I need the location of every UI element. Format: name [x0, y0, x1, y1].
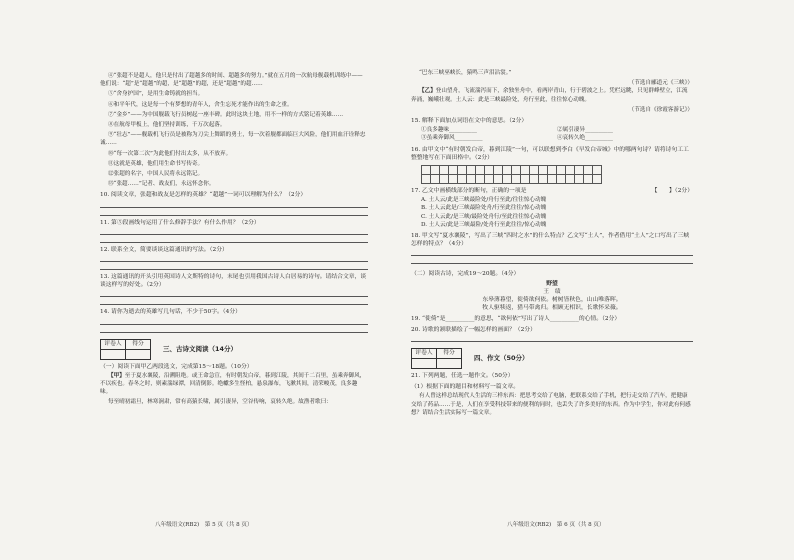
grid-cell[interactable] [476, 166, 485, 175]
passage-paragraph: ⑨“壮志”——舰载机飞行员是被称为刀尖上舞蹈的勇士，每一次着舰都面临巨大风险，他们用血汗诠释忠诚…… [100, 132, 366, 147]
score-box [411, 348, 462, 369]
answer-line[interactable] [100, 269, 368, 270]
grid-cell[interactable] [575, 175, 584, 184]
passage-paragraph: ⑫张超的名字，中国人民将永远铭记。 [108, 171, 204, 178]
grid-cell[interactable] [593, 166, 602, 175]
score-cell[interactable] [437, 359, 462, 369]
grid-cell[interactable] [440, 166, 449, 175]
passage-jia-text: 至于夏水襄陵，沿溯阻绝。或王命急宣，有时朝发白帝，暮到江陵，其间千二百里，虽乘奔御风，不以疾也。春冬之时，则素湍绿潭，回清倒影。绝巘多生怪柏，悬泉瀑布，飞漱其间，清荣峻茂，良多趣味。 [100, 372, 366, 396]
grid-cell[interactable] [431, 166, 440, 175]
grader-cell[interactable] [412, 359, 437, 369]
answer-line[interactable] [100, 207, 368, 208]
subsection-2-instruction: （二）阅读古诗，完成19～20题。（4分） [411, 271, 520, 278]
grid-cell[interactable] [458, 166, 467, 175]
passage-jia-continued: 每至晴初霜旦，林寒涧肃，常有高猿长啸，属引凄异，空谷传响，哀转久绝。故渔者歌曰： [108, 399, 332, 406]
grid-cell[interactable] [440, 175, 449, 184]
answer-line[interactable] [100, 234, 368, 235]
answer-line[interactable] [100, 242, 368, 243]
q15-item[interactable]: ①良多趣味__________ [421, 127, 477, 134]
page-footer: 八年级语文(RB2) 第 6 页（共 8 页） [507, 522, 605, 528]
question-21-sub: （1）根据下面的题目和材料写一篇文章。 [411, 384, 520, 391]
grid-cell[interactable] [539, 175, 548, 184]
grid-cell[interactable] [557, 175, 566, 184]
passage-paragraph: ④“张超不是超人，他只是付出了超越多的时间、超越多的努力。”就在五月的一次航母舰载机训练中——他们说：“超”是“超越”的超，是“超越”的超，还是“超越”的超…… [100, 73, 363, 88]
passage-paragraph: ⑦“金乡”——为中国舰载飞行员树起一座丰碑。此时这块土地，用不一样的方式铭记着英雄…… [108, 111, 344, 118]
passage-yi-text: 登山望舟，飞流湍泻而下，余独坐舟中，看两岸青山，行于碧波之上。凭栏远眺，只见群峰壁立，江流奔涌，巍峨壮观。土人云：此是三峡最险处，舟行至此，往往惊心动魄。 [411, 88, 688, 103]
question-12 [100, 246, 368, 270]
section-3-header [100, 339, 368, 360]
grid-cell[interactable] [530, 166, 539, 175]
question-10 [100, 191, 368, 215]
question-11 [100, 219, 368, 243]
grid-cell[interactable] [575, 166, 584, 175]
question-text: 12. 联系全文，简要谈谈这篇通讯的写法。（2分） [100, 246, 228, 253]
grid-cell[interactable] [476, 175, 485, 184]
answer-line[interactable] [100, 332, 368, 333]
subsection-1-instruction: （一）阅读下面甲乙两段选文，完成第15～18题。（10分） [100, 363, 253, 370]
poem [411, 280, 693, 312]
passage-paragraph: ⑬“张超……”记者、战友们，永远怀念你。 [108, 181, 215, 188]
grid-cell[interactable] [584, 175, 593, 184]
section-4-title: 四、作文（50分） [474, 354, 529, 363]
answer-line[interactable] [411, 341, 693, 342]
question-13 [100, 273, 368, 305]
right-page [397, 0, 794, 560]
right-column [411, 69, 693, 419]
passage-yi [411, 87, 693, 103]
score-label: 得分 [437, 349, 462, 359]
question-text: 11. 第⑤段画线句运用了什么修辞手法？有什么作用？（2分） [100, 219, 260, 226]
passage [100, 72, 368, 188]
grid-cell[interactable] [548, 175, 557, 184]
score-label: 得分 [126, 339, 151, 349]
question-14 [100, 308, 368, 332]
grid-cell[interactable] [458, 175, 467, 184]
question-21: 21. 下列两题，任选一题作文。（50分） [411, 373, 514, 380]
question-20: 20. 诗歌的颔联描绘了一幅怎样的画面？（2分） [411, 326, 536, 333]
q17-option-b[interactable]: B. 土人云此是/三峡最险处舟/行至此往往/惊心动魄 [421, 205, 547, 212]
answer-line[interactable] [411, 255, 693, 256]
grader-label: 评卷人 [101, 339, 126, 349]
q17-option-d[interactable]: D. 土人云/此是三峡最险/处舟行至此往往/惊心动魄 [421, 221, 547, 228]
score-box [100, 339, 151, 360]
grader-label: 评卷人 [412, 349, 437, 359]
grid-cell[interactable] [449, 175, 458, 184]
q17-option-c[interactable]: C. 土人云此/是三峡/最险处舟行/至此往往惊心动魄 [421, 213, 547, 220]
question-16: 16. 由甲文中“有时朝发白帝，暮到江陵”一句，可以联想到李白《早发白帝城》中的哪两句诗？请将诗句工工整整地写在下面田格中。（2分） [411, 146, 689, 161]
grid-cell[interactable] [557, 166, 566, 175]
grid-cell[interactable] [530, 175, 539, 184]
passage-paragraph: ⑩“每一次第二次”为此他们付出太多，从不放弃。 [108, 150, 232, 157]
left-column [100, 72, 368, 409]
section-4-header [411, 348, 693, 369]
grid-cell[interactable] [467, 175, 476, 184]
passage-jia [100, 372, 368, 397]
grid-cell[interactable] [548, 166, 557, 175]
source-note: （节选自郦道元《三峡》） [628, 80, 693, 87]
score-cell[interactable] [126, 349, 151, 359]
grid-cell[interactable] [485, 175, 494, 184]
grid-cell[interactable] [503, 175, 512, 184]
answer-line[interactable] [100, 324, 368, 325]
poem-line: 牧人驱犊返，猎马带禽归。相顾无相识，长歌怀采薇。 [482, 304, 622, 311]
grid-cell[interactable] [422, 166, 431, 175]
q17-option-a[interactable]: A. 土人云/此是三峡最险处/舟行至此/往往惊心动魄 [421, 197, 547, 204]
grid-cell[interactable] [566, 175, 575, 184]
grid-cell[interactable] [422, 175, 431, 184]
grid-cell[interactable] [584, 166, 593, 175]
passage-jia-label: 【甲】 [108, 372, 125, 379]
grid-cell[interactable] [485, 166, 494, 175]
passage-paragraph: ⑤“舍身护国”，是用生命铸就的担当。 [108, 91, 204, 98]
answer-line[interactable] [100, 296, 368, 297]
question-15: 15. 解释下面加点词语在文中的意思。（2分） [411, 118, 528, 125]
section-3-title: 三、古诗文阅读（14分） [163, 345, 238, 354]
grid-cell[interactable] [593, 175, 602, 184]
question-17 [411, 187, 693, 195]
question-text: 10. 阅读文章，张超和战友是怎样的英雄？“超越”一词可以理解为什么？（2分） [100, 192, 307, 199]
poem-title: 野望 [546, 280, 558, 287]
answer-bracket[interactable]: 【 】（2分） [651, 188, 693, 195]
writing-grid[interactable] [421, 165, 602, 184]
answer-line[interactable] [100, 261, 368, 262]
passage-paragraph: ⑧在航母甲板上，他们坚持训练，千万次起落。 [108, 122, 226, 129]
question-19: 19. “徙倚”是__________的意思，“欲何依”写出了诗人__________的心情。（2分） [411, 315, 621, 322]
page-footer: 八年级语文(RB2) 第 5 页（共 8 页） [155, 522, 253, 528]
answer-line[interactable] [411, 263, 693, 264]
poem-line: 东皋薄暮望，徙倚欲何依。树树皆秋色，山山唯落晖。 [482, 296, 622, 303]
grid-cell[interactable] [521, 175, 530, 184]
question-21-material: 有人曾这样总结现代人生活的三样东西：把思考交给了电脑，把联系交给了手机，把行走交给了汽车，把健康交给了药品……于是，人们在享受科技带来的便利的同时，也丢失了许多美好的东西。作为中学生，你对此有何感想？请结合生活实际写一篇文章。 [411, 393, 691, 416]
q15-item[interactable]: ④哀转久绝__________ [557, 135, 613, 142]
grid-cell[interactable] [431, 175, 440, 184]
grid-cell[interactable] [512, 166, 521, 175]
grader-cell[interactable] [101, 349, 126, 359]
grid-cell[interactable] [521, 166, 530, 175]
question-18: 18. 甲文写“夏水襄陵”，写出了三峡“四时之水”的什么特点？乙文写“土人”，作者借用“土人”之口写出了三峡怎样的特点？（4分） [411, 233, 690, 248]
grid-cell[interactable] [566, 166, 575, 175]
passage-jia-ending: “巴东三峡巫峡长，猿鸣三声泪沾裳。” [419, 70, 512, 76]
grid-cell[interactable] [512, 175, 521, 184]
source-note: （节选自《徐霞客游记》） [628, 106, 693, 113]
question-text: 14. 请你为逝去的英雄写几句话，不少于50字。（4分） [100, 309, 241, 316]
question-text: 17. 乙文中画横线部分的断句，正确的一项是 [411, 188, 527, 195]
grid-cell[interactable] [494, 166, 503, 175]
question-15-items [421, 126, 693, 142]
q15-item[interactable]: ②属引凄异__________ [557, 127, 613, 134]
grid-cell[interactable] [503, 166, 512, 175]
grid-cell[interactable] [539, 166, 548, 175]
passage-paragraph: ⑥和平年代，这是每一个有梦想的青年人，舍生忘死才能作出的生命之重。 [108, 101, 293, 108]
grid-cell[interactable] [494, 175, 503, 184]
answer-line[interactable] [100, 215, 368, 216]
question-text: 13. 这篇通讯的开头引用英国诗人文斯特的诗句，末尾也引用我国古诗人白居易的诗句。请结合文章，谈谈这样写的好处。（2分） [100, 274, 367, 289]
grid-cell[interactable] [449, 166, 458, 175]
passage-yi-label: 【乙】 [419, 88, 436, 95]
answer-line[interactable] [100, 304, 368, 305]
poem-author: 王 绩 [543, 288, 561, 295]
q15-item[interactable]: ③虽乘奔御风__________ [421, 135, 483, 142]
grid-cell[interactable] [467, 166, 476, 175]
passage-paragraph: ⑪这就是英雄，他们用生命书写传奇。 [108, 160, 204, 167]
